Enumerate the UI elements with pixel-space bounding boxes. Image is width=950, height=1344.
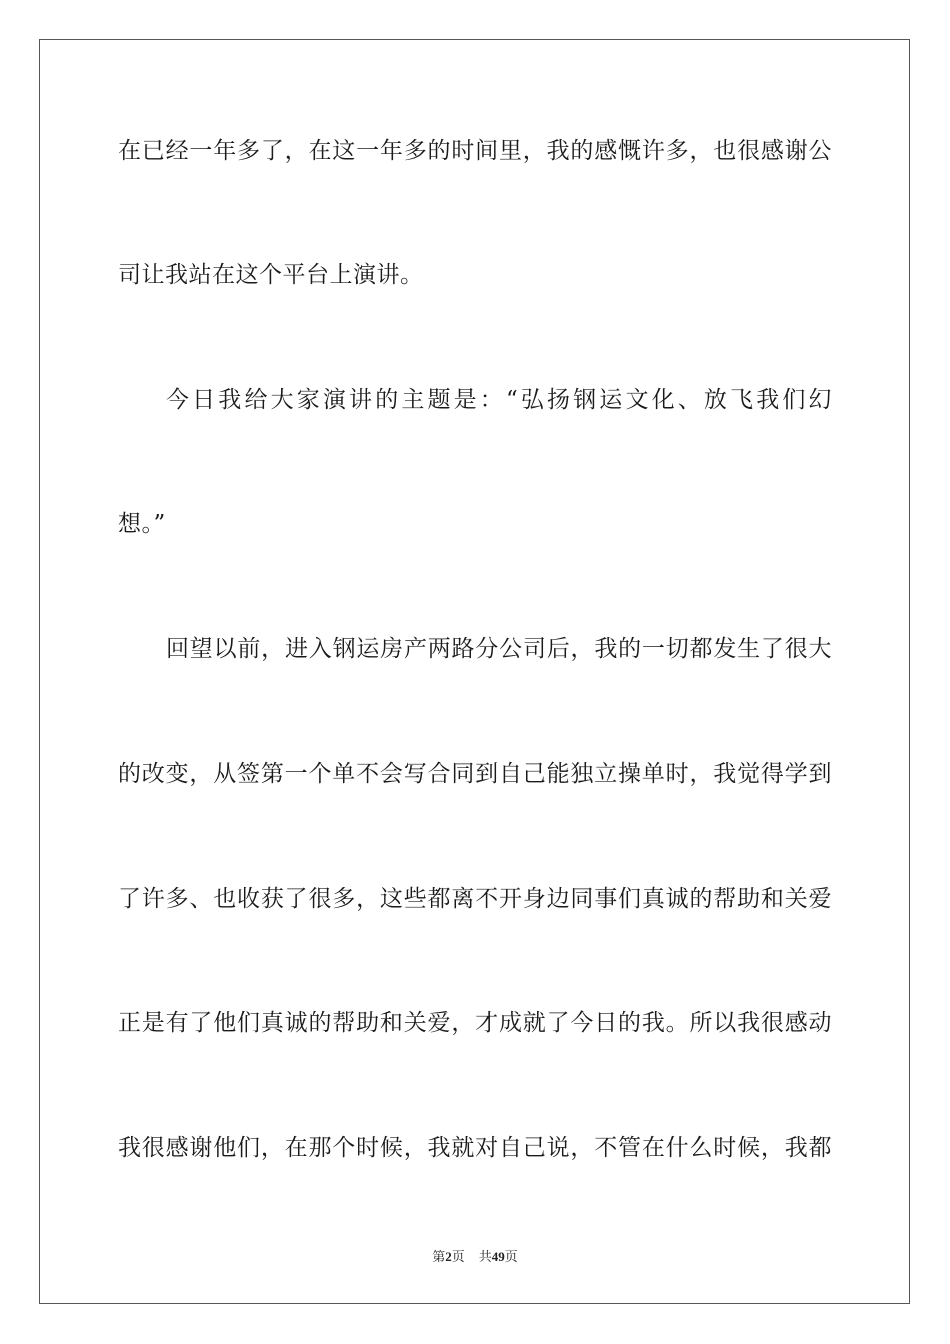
body-line-2: 司让我站在这个平台上演讲。 (118, 262, 424, 288)
page-footer (0, 1248, 950, 1267)
body-line-4: 想。” (118, 511, 166, 537)
footer-total-suffix: 页 (504, 1250, 518, 1265)
body-line-5: 回望以前，进入钢运房产两路分公司后，我的一切都发生了很大 (166, 636, 832, 662)
body-line-7: 了许多、也收获了很多，这些都离不开身边同事们真诚的帮助和关爱 (118, 886, 832, 912)
footer-total-prefix: 共 (478, 1250, 492, 1265)
body-line-3: 今日我给大家演讲的主题是：“弘扬钢运文化、放飞我们幻 (166, 387, 832, 413)
footer-page-suffix: 页 (451, 1250, 465, 1265)
total-pages-number: 49 (491, 1249, 505, 1264)
page-border (39, 39, 910, 1304)
body-line-8: 正是有了他们真诚的帮助和关爱，才成就了今日的我。所以我很感动 (118, 1010, 832, 1036)
body-line-9: 我很感谢他们，在那个时候，我就对自己说，不管在什么时候，我都 (118, 1135, 832, 1161)
current-page-number: 2 (445, 1249, 452, 1264)
footer-prefix: 第 (432, 1250, 446, 1265)
body-line-1: 在已经一年多了，在这一年多的时间里，我的感慨许多，也很感谢公 (118, 138, 832, 164)
body-line-6: 的改变，从签第一个单不会写合同到自己能独立操单时，我觉得学到 (118, 761, 832, 787)
